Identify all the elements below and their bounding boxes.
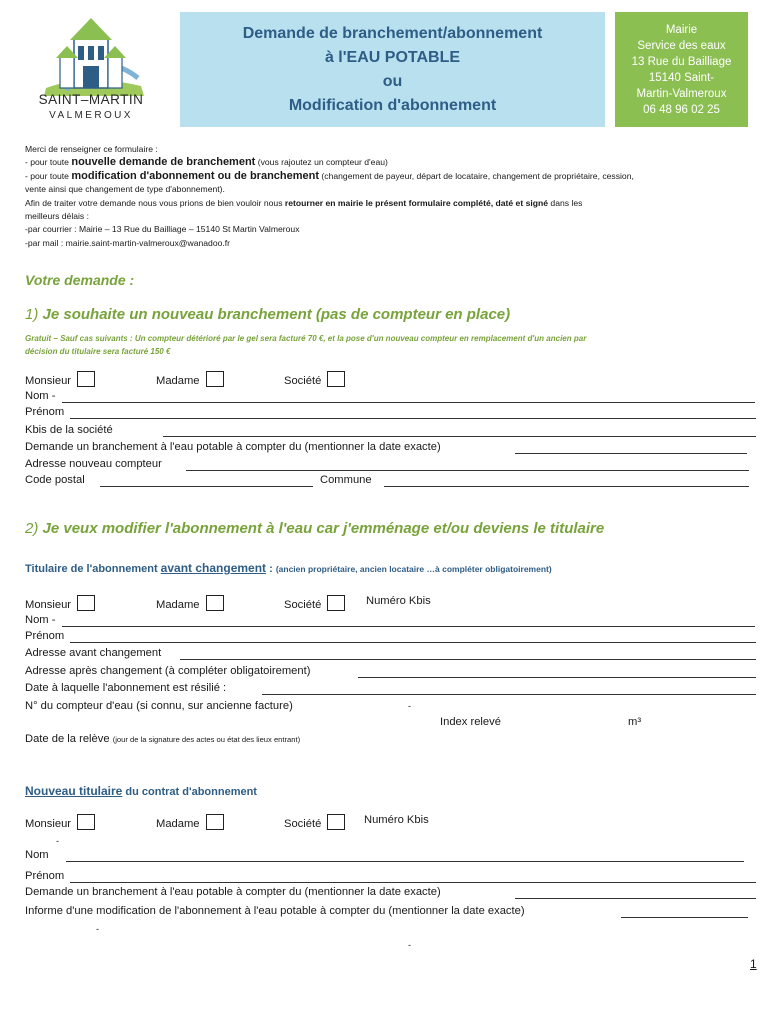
- demande-date-field[interactable]: [515, 898, 756, 899]
- mairie-line-2: Service des eaux: [637, 39, 726, 52]
- intro-line: - pour toute nouvelle demande de branchement (vous rajoutez un compteur d'eau): [25, 156, 388, 169]
- cp-label: Code postal: [25, 474, 85, 486]
- prenom-label: Prénom: [25, 630, 65, 642]
- compteur-label: N° du compteur d'eau (si connu, sur ancienne facture): [25, 700, 293, 712]
- intro-line: Afin de traiter votre demande nous vous prions de bien vouloir nous retourner en mairie le présent formulaire complété, daté et signé dans les: [25, 197, 583, 208]
- releve-label: Date de la relève (jour de la signature des actes ou état des lieux entrant): [25, 733, 301, 745]
- monsieur-checkbox[interactable]: [77, 595, 95, 611]
- prenom-field[interactable]: [70, 418, 756, 419]
- societe-checkbox[interactable]: [327, 371, 345, 387]
- dash-mark: -: [408, 940, 411, 950]
- intro-text: [25, 143, 770, 250]
- title-line-3: ou: [382, 72, 403, 90]
- madame-label: Madame: [156, 375, 200, 387]
- church-logo-icon: [26, 8, 156, 98]
- madame-label: Madame: [156, 599, 200, 611]
- adresse-field[interactable]: [186, 470, 749, 471]
- adresse-label: Adresse nouveau compteur: [25, 458, 162, 470]
- madame-label: Madame: [156, 818, 200, 830]
- monsieur-checkbox[interactable]: [77, 814, 95, 830]
- demande-date-field[interactable]: [515, 453, 747, 454]
- index-label: Index relevé: [440, 716, 501, 728]
- logo-subname: VALMEROUX: [49, 110, 133, 121]
- prenom-field[interactable]: [70, 642, 756, 643]
- kbis-label: Numéro Kbis: [364, 814, 429, 826]
- mairie-line-4: 15140 Saint-: [648, 71, 715, 84]
- prenom-field[interactable]: [70, 882, 756, 883]
- mairie-contact-box: [615, 12, 748, 127]
- page-number: 1: [750, 957, 757, 971]
- intro-line: vente ainsi que changement de type d'abonnement).: [25, 184, 225, 195]
- intro-line: - pour toute modification d'abonnement ou de branchement (changement de payeur, départ de locataire, changement de propriétaire, cession,: [25, 169, 634, 182]
- monsieur-checkbox[interactable]: [77, 371, 95, 387]
- mairie-line-6: 06 48 96 02 25: [643, 103, 720, 116]
- kbis-label: Kbis de la société: [25, 424, 113, 436]
- nom-label: Nom -: [25, 614, 56, 626]
- title-box: [180, 12, 605, 127]
- section1-civility-row: [25, 371, 745, 389]
- societe-label: Société: [284, 599, 322, 611]
- madame-checkbox[interactable]: [206, 371, 224, 387]
- dash-mark: -: [96, 924, 99, 934]
- intro-line: Merci de renseigner ce formulaire :: [25, 144, 158, 154]
- informe-date-field[interactable]: [621, 917, 748, 918]
- title-line-4: Modification d'abonnement: [288, 96, 497, 114]
- adresse-apres-field[interactable]: [358, 677, 756, 678]
- title-line-2: à l'EAU POTABLE: [324, 48, 461, 66]
- commune-label: Commune: [320, 474, 372, 486]
- demande-label: Demande un branchement à l'eau potable à compter du (mentionner la date exacte): [25, 441, 441, 453]
- nom-field[interactable]: [62, 402, 755, 403]
- monsieur-label: Monsieur: [25, 375, 72, 387]
- titulaire-avant-heading: Titulaire de l'abonnement avant changement : (ancien propriétaire, ancien locataire …à compléter obligatoirement): [25, 561, 552, 575]
- title-line-1: Demande de branchement/abonnement: [242, 24, 543, 42]
- votre-demande-heading: Votre demande :: [25, 272, 135, 288]
- adresse-apres-label: Adresse après changement (à compléter obligatoirement): [25, 665, 311, 677]
- nom-label: Nom: [25, 849, 49, 861]
- logo-name: SAINT–MARTIN: [38, 92, 144, 107]
- section2-civility-row: [25, 595, 745, 613]
- commune-field[interactable]: [384, 486, 749, 487]
- date-resiliation-field[interactable]: [262, 694, 756, 695]
- adresse-avant-label: Adresse avant changement: [25, 647, 162, 659]
- nom-field[interactable]: [66, 861, 744, 862]
- kbis-label: Numéro Kbis: [366, 595, 431, 607]
- monsieur-label: Monsieur: [25, 599, 72, 611]
- prenom-label: Prénom: [25, 870, 65, 882]
- dash-mark: -: [408, 701, 411, 711]
- societe-checkbox[interactable]: [327, 814, 345, 830]
- madame-checkbox[interactable]: [206, 595, 224, 611]
- intro-line: meilleurs délais :: [25, 211, 89, 222]
- monsieur-label: Monsieur: [25, 818, 72, 830]
- mairie-line-5: Martin-Valmeroux: [636, 87, 727, 100]
- section2b-civility-row: [25, 814, 745, 832]
- prenom-label: Prénom: [25, 406, 65, 418]
- section1-heading: 1) Je souhaite un nouveau branchement (pas de compteur en place): [25, 306, 511, 323]
- societe-checkbox[interactable]: [327, 595, 345, 611]
- madame-checkbox[interactable]: [206, 814, 224, 830]
- m3-label: m³: [628, 716, 642, 728]
- mairie-line-1: Mairie: [665, 23, 698, 36]
- nouveau-titulaire-heading: Nouveau titulaire du contrat d'abonnement: [25, 784, 257, 798]
- mairie-line-3: 13 Rue du Bailliage: [631, 55, 732, 68]
- nom-label: Nom -: [25, 390, 56, 402]
- societe-label: Société: [284, 818, 322, 830]
- date-resiliation-label: Date à laquelle l'abonnement est résilié :: [25, 682, 227, 694]
- section2-heading: 2) Je veux modifier l'abonnement à l'eau car j'emménage et/ou deviens le titulaire: [25, 520, 605, 537]
- kbis-field[interactable]: [163, 436, 756, 437]
- cp-field[interactable]: [100, 486, 313, 487]
- societe-label: Société: [284, 375, 322, 387]
- section1-note: Gratuit – Sauf cas suivants : Un compteur détérioré par le gel sera facturé 70 €, et la pose d'un nouveau compteur en remplacement d'un ancien par décision du titulaire sera facturé 150 €: [25, 334, 587, 356]
- adresse-avant-field[interactable]: [180, 659, 756, 660]
- intro-email-line: -par mail : mairie.saint-martin-valmeroux@wanadoo.fr: [25, 237, 231, 248]
- demande-label: Demande un branchement à l'eau potable à compter du (mentionner la date exacte): [25, 886, 441, 898]
- dash-mark: -: [56, 836, 59, 846]
- nom-field[interactable]: [62, 626, 755, 627]
- intro-line: -par courrier : Mairie – 13 Rue du Bailliage – 15140 St Martin Valmeroux: [25, 224, 300, 235]
- informe-label: Informe d'une modification de l'abonnement à l'eau potable à compter du (mentionner la date exacte): [25, 905, 525, 917]
